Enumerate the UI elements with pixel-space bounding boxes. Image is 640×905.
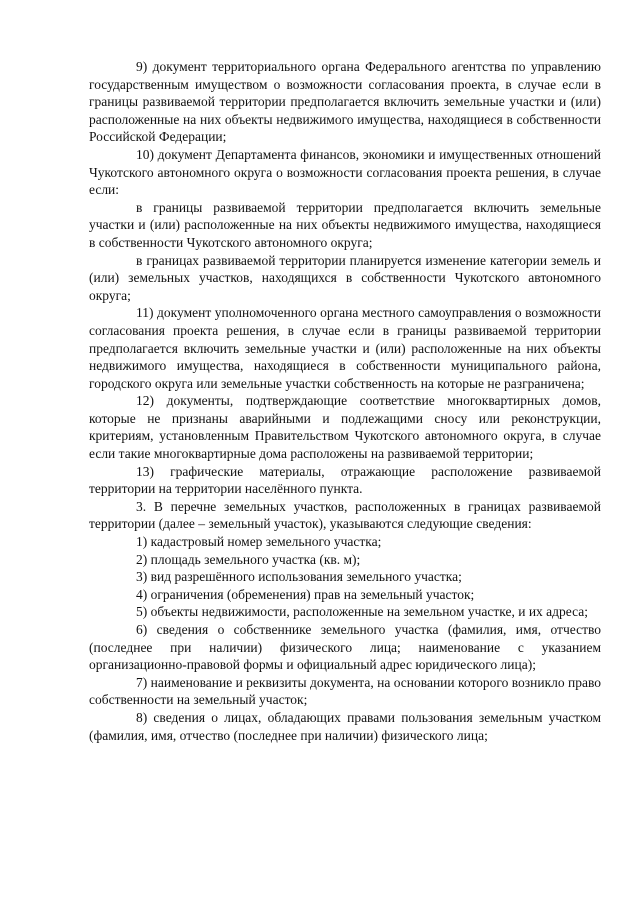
paragraph-section-3: 3. В перечне земельных участков, расположенных в границах развиваемой территории (далее – земельный участок), указываются следующие сведения:	[89, 498, 601, 532]
paragraph-subitem-10b: в границах развиваемой территории планируется изменение категории земель и (или) земельных участков, находящихся в собственности Чукотского автономного округа;	[89, 252, 601, 303]
paragraph-list-item-6: 6) сведения о собственнике земельного участка (фамилия, имя, отчество (последнее при наличии) физического лица; наименование с указанием организационно-правовой формы и официальный адрес юридического лица);	[89, 622, 601, 673]
paragraph-list-item-5: 5) объекты недвижимости, расположенные на земельном участке, и их адреса;	[136, 604, 589, 620]
paragraph-list-item-3: 3) вид разрешённого использования земельного участка;	[136, 569, 462, 585]
paragraph-list-item-1: 1) кадастровый номер земельного участка;	[136, 534, 382, 550]
paragraph-item-9: 9) документ территориального органа Федерального агентства по управлению государственным имуществом о возможности согласования проекта, в случае если в границы развиваемой территории предполагается включить земельные участки и (или) расположенные на них объекты недвижимого имущества, находящиеся в собственности Российской Федерации;	[89, 59, 601, 145]
paragraph-list-item-2: 2) площадь земельного участка (кв. м);	[136, 551, 361, 567]
paragraph-list-item-4: 4) ограничения (обременения) прав на земельный участок;	[136, 586, 475, 602]
paragraph-item-10: 10) документ Департамента финансов, экономики и имущественных отношений Чукотского автономного округа о возможности согласования проекта решения, в случае если:	[89, 146, 601, 198]
paragraph-list-item-8: 8) сведения о лицах, обладающих правами пользования земельным участком (фамилия, имя, отчество (последнее при наличии) физического лица;	[89, 709, 601, 743]
paragraph-subitem-10a: в границы развиваемой территории предполагается включить земельные участки и (или) расположенные на них объекты недвижимого имущества, находящиеся в собственности Чукотского автономного округа;	[89, 199, 601, 250]
paragraph-item-12: 12) документы, подтверждающие соответствие многоквартирных домов, которые не признаны аварийными и подлежащими сносу или реконструкции, критериям, установленным Правительством Чукотского автономного округа, в случае если такие многоквартирные дома расположены на развиваемой территории;	[89, 393, 601, 462]
paragraph-item-13: 13) графические материалы, отражающие расположение развиваемой территории на территории населённого пункта.	[89, 463, 601, 497]
document-page	[89, 58, 601, 744]
paragraph-item-11: 11) документ уполномоченного органа местного самоуправления о возможности согласования проекта решения, в случае если в границы развиваемой территории предполагается включить земельные участки и (или) расположенные на них объекты недвижимого имущества, находящиеся в собственности муниципального района, городского округа или земельные участки собственность на которые не разграничена;	[89, 305, 601, 391]
paragraph-list-item-7: 7) наименование и реквизиты документа, на основании которого возникло право собственности на земельный участок;	[89, 674, 601, 708]
